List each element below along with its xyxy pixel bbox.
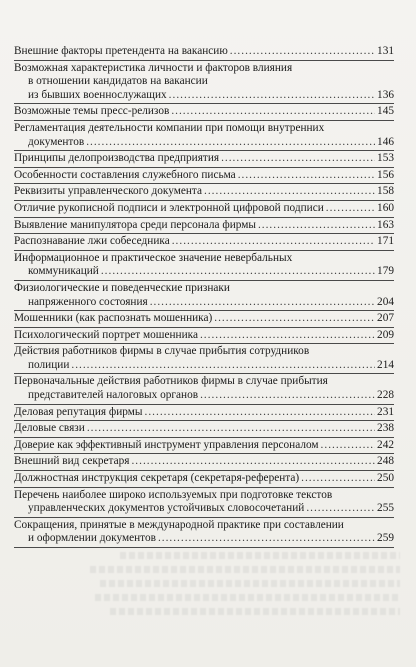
bleed-through-text bbox=[100, 580, 400, 587]
toc-entry-title: Регламентация деятельности компании при помощи внутренних bbox=[14, 121, 325, 134]
toc-entry bbox=[14, 328, 394, 345]
toc-page-number: 248 bbox=[377, 455, 394, 468]
dot-leader bbox=[230, 45, 375, 59]
toc-page-number: 250 bbox=[377, 472, 394, 485]
toc-entry bbox=[14, 218, 394, 235]
dot-leader bbox=[321, 439, 376, 453]
dot-leader bbox=[301, 472, 375, 486]
dot-leader bbox=[171, 105, 375, 119]
toc-entry bbox=[14, 454, 394, 471]
toc-entry-title: Внешний вид секретаря bbox=[14, 455, 130, 468]
toc-entry bbox=[14, 121, 394, 151]
toc-page-number: 156 bbox=[377, 168, 394, 181]
dot-leader bbox=[101, 265, 375, 279]
toc-entry-title: Возможные темы пресс-релизов bbox=[14, 105, 170, 118]
toc-page-number: 179 bbox=[377, 265, 394, 278]
toc-entry-title: из бывших военнослужащих bbox=[28, 88, 167, 101]
dot-leader bbox=[169, 89, 375, 103]
dot-leader bbox=[200, 329, 375, 343]
toc-entry bbox=[14, 344, 394, 374]
toc-entry bbox=[14, 471, 394, 488]
dot-leader bbox=[71, 359, 375, 373]
toc-page-number: 146 bbox=[377, 135, 394, 148]
toc-entry-title: Деловая репутация фирмы bbox=[14, 405, 143, 418]
toc-entry-title: представителей налоговых органов bbox=[28, 389, 199, 402]
toc-entry bbox=[14, 488, 394, 518]
toc-entry-title: в отношении кандидатов на вакансии bbox=[28, 75, 208, 88]
dot-leader bbox=[172, 235, 375, 249]
toc-entry bbox=[14, 405, 394, 422]
toc-page-number: 214 bbox=[377, 358, 394, 371]
toc-entry-title: Возможная характеристика личности и факторов влияния bbox=[14, 61, 293, 74]
toc-entry-title: Доверие как эффективный инструмент управления персоналом bbox=[14, 438, 319, 451]
dot-leader bbox=[214, 312, 375, 326]
dot-leader bbox=[221, 152, 375, 166]
table-of-contents bbox=[14, 44, 394, 548]
toc-entry bbox=[14, 168, 394, 185]
toc-page-number: 153 bbox=[377, 152, 394, 165]
toc-entry-title: Отличие рукописной подписи и электронной цифровой подписи bbox=[14, 201, 324, 214]
toc-entry-title: Физиологические и поведенческие признаки bbox=[14, 281, 230, 294]
dot-leader bbox=[158, 532, 375, 546]
toc-entry bbox=[14, 184, 394, 201]
dot-leader bbox=[150, 296, 375, 310]
toc-page-number: 259 bbox=[377, 532, 394, 545]
toc-page-number: 163 bbox=[377, 218, 394, 231]
toc-page-number: 238 bbox=[377, 422, 394, 435]
toc-page-number: 145 bbox=[377, 105, 394, 118]
toc-entry bbox=[14, 251, 394, 281]
toc-entry-title: Перечень наиболее широко используемых при подготовке текстов bbox=[14, 488, 333, 501]
dot-leader bbox=[204, 185, 375, 199]
toc-entry bbox=[14, 281, 394, 311]
bleed-through-text bbox=[90, 566, 400, 573]
toc-entry-title: Первоначальные действия работников фирмы в случае прибытия bbox=[14, 375, 328, 388]
toc-page-number: 228 bbox=[377, 389, 394, 402]
toc-page-number: 131 bbox=[377, 45, 394, 57]
toc-page-number: 160 bbox=[377, 201, 394, 214]
dot-leader bbox=[306, 502, 375, 516]
bleed-through-text bbox=[95, 594, 400, 601]
toc-page-number: 204 bbox=[377, 295, 394, 308]
toc-page-number: 255 bbox=[377, 502, 394, 515]
toc-entry-title: Особенности составления служебного письма bbox=[14, 168, 236, 181]
toc-entry-title: Сокращения, принятые в международной практике при составлении bbox=[14, 518, 344, 531]
toc-entry-title: Информационное и практическое значение невербальных bbox=[14, 251, 293, 264]
toc-page-number: 158 bbox=[377, 185, 394, 198]
dot-leader bbox=[258, 219, 375, 233]
toc-entry-title: и оформлении документов bbox=[28, 532, 156, 545]
dot-leader bbox=[238, 169, 375, 183]
toc-entry bbox=[14, 421, 394, 438]
toc-entry-title: управленческих документов устойчивых словосочетаний bbox=[28, 502, 305, 515]
toc-entry-title: Деловые связи bbox=[14, 422, 85, 435]
toc-entry bbox=[14, 518, 394, 548]
toc-entry-title: Психологический портрет мошенника bbox=[14, 328, 198, 341]
dot-leader bbox=[200, 389, 375, 403]
toc-entry-title: Должностная инструкция секретаря (секретаря-референта) bbox=[14, 472, 300, 485]
toc-entry bbox=[14, 438, 394, 455]
toc-entry-title: документов bbox=[28, 135, 85, 148]
toc-entry bbox=[14, 234, 394, 251]
toc-page-number: 171 bbox=[377, 235, 394, 248]
toc-entry bbox=[14, 311, 394, 328]
dot-leader bbox=[87, 422, 375, 436]
toc-entry bbox=[14, 374, 394, 404]
toc-entry-title: Выявление манипулятора среди персонала фирмы bbox=[14, 218, 256, 231]
dot-leader bbox=[131, 455, 375, 469]
toc-entry-title: Мошенники (как распознать мошенника) bbox=[14, 312, 213, 325]
toc-entry-title: Распознавание лжи собеседника bbox=[14, 235, 170, 248]
toc-page-number: 231 bbox=[377, 405, 394, 418]
toc-entry bbox=[14, 44, 394, 61]
dot-leader bbox=[86, 136, 375, 150]
bleed-through-text bbox=[120, 552, 400, 559]
bleed-through-text bbox=[110, 608, 400, 615]
toc-page-number: 242 bbox=[377, 438, 394, 451]
dot-leader bbox=[326, 202, 375, 216]
toc-entry bbox=[14, 151, 394, 168]
toc-entry-title: Действия работников фирмы в случае прибытия сотрудников bbox=[14, 345, 310, 358]
toc-entry bbox=[14, 201, 394, 218]
toc-page-number: 207 bbox=[377, 312, 394, 325]
toc-page-number: 209 bbox=[377, 328, 394, 341]
toc-entry-title: Принципы делопроизводства предприятия bbox=[14, 152, 220, 165]
toc-page-number: 136 bbox=[377, 88, 394, 101]
toc-entry-title: напряженного состояния bbox=[28, 295, 148, 308]
toc-entry-title: коммуникаций bbox=[28, 265, 99, 278]
toc-entry-title: Реквизиты управленческого документа bbox=[14, 185, 203, 198]
toc-entry bbox=[14, 61, 394, 105]
dot-leader bbox=[145, 406, 376, 420]
toc-entry-title: Внешние факторы претендента на вакансию bbox=[14, 45, 228, 57]
toc-entry-title: полиции bbox=[28, 358, 70, 371]
toc-entry bbox=[14, 104, 394, 121]
